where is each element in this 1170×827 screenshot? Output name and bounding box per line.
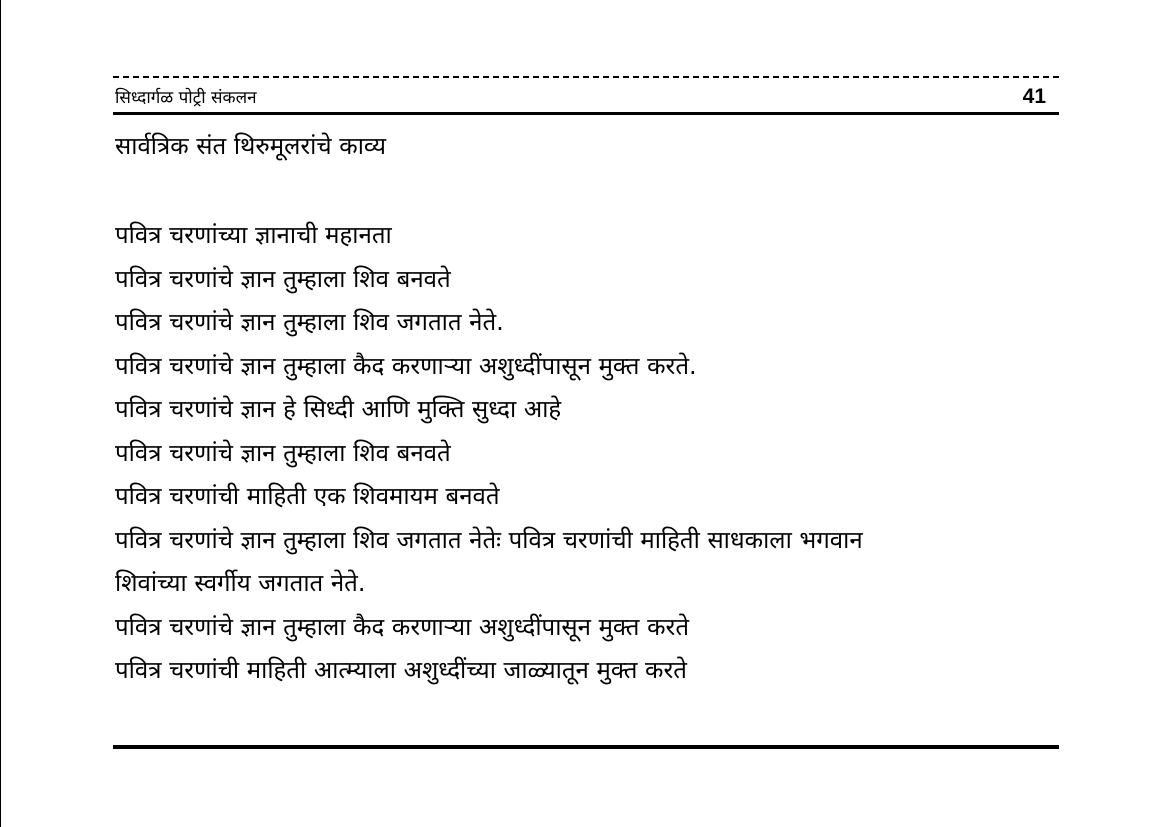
- section-title: सार्वत्रिक संत थिरुमूलरांचे काव्य: [115, 132, 387, 160]
- poem-line: पवित्र चरणांचे ज्ञान तुम्हाला शिव जगतात नेते.: [115, 308, 504, 336]
- poem-lines: [115, 214, 1055, 693]
- poem-line: पवित्र चरणांचे ज्ञान हे सिध्दी आणि मुक्ति सुध्दा आहे: [115, 395, 562, 423]
- footer-rule: [113, 745, 1059, 749]
- poem-line: पवित्र चरणांची माहिती आत्म्याला अशुध्दींच्या जाळ्यातून मुक्त करते: [115, 656, 687, 684]
- poem-line: पवित्र चरणांची माहिती एक शिवमायम बनवते: [115, 482, 500, 510]
- poem-line: पवित्र चरणांच्या ज्ञानाची महानता: [115, 221, 392, 249]
- poem-line: पवित्र चरणांचे ज्ञान तुम्हाला कैद करणाऱ्या अशुध्दींपासून मुक्त करते.: [115, 351, 697, 380]
- header-rule: [113, 112, 1059, 115]
- running-header-title: सिध्दार्गळ पोट्री संकलन: [115, 88, 257, 108]
- poem-line: शिवांच्या स्वर्गीय जगतात नेते.: [115, 569, 366, 597]
- poem-line: पवित्र चरणांचे ज्ञान तुम्हाला शिव बनवते: [115, 264, 451, 293]
- poem-line: पवित्र चरणांचे ज्ञान तुम्हाला शिव बनवते: [115, 438, 451, 467]
- poem-line: पवित्र चरणांचे ज्ञान तुम्हाला शिव जगतात नेतेः पवित्र चरणांची माहिती साधकाला भगवान: [115, 525, 863, 554]
- header-dashed-rule: [113, 76, 1059, 78]
- page-number: 41: [1022, 85, 1046, 108]
- poem-line: पवित्र चरणांचे ज्ञान तुम्हाला कैद करणाऱ्या अशुध्दींपासून मुक्त करते: [115, 612, 690, 641]
